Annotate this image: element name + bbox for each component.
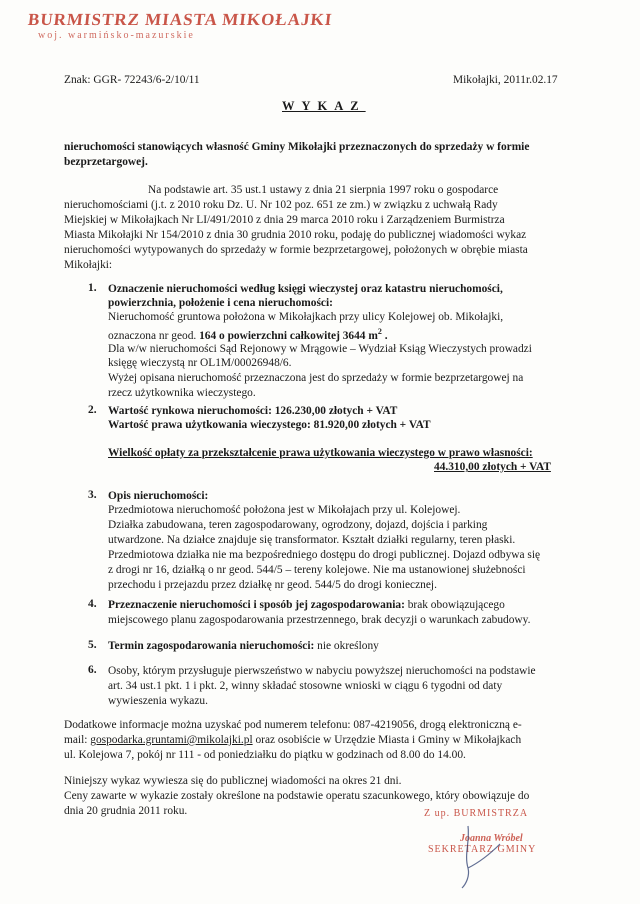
item-2-number: 2. bbox=[88, 404, 97, 416]
closing-line-1: Niniejszy wykaz wywiesza się do publicznej wiadomości na okres 21 dni. bbox=[64, 775, 402, 787]
item-3-line-5: z drogi nr 16, działką o nr geod. 544/5 – tereny kolejowe. Nie ma ustanowionej służebności bbox=[108, 564, 526, 576]
item-3-line-4: Przedmiotowa działka nie ma bezpośredniego dostępu do drogi publicznej. Dojazd odbywa się bbox=[108, 549, 541, 561]
item-1-line-2 bbox=[108, 325, 388, 343]
item-1-plot-label: oznaczona nr geod. bbox=[108, 329, 200, 342]
intro-line-1: Na podstawie art. 35 ust.1 ustawy z dnia 21 sierpnia 1997 roku o gospodarce bbox=[148, 184, 499, 196]
place-date: Mikołajki, 2011r.02.17 bbox=[453, 74, 558, 86]
item-1-heading-1: Oznaczenie nieruchomości według księgi wieczystej oraz katastru nieruchomości, bbox=[108, 283, 503, 295]
intro-line-5: nieruchomości wytypowanych do sprzedaży w formie bezprzetargowej, położonych w obrębie miasta bbox=[64, 244, 528, 256]
item-1-period: . bbox=[381, 329, 388, 342]
item-1-plot-area: 164 o powierzchni całkowitej 3644 m bbox=[199, 329, 378, 342]
intro-line-4: Miasta Mikołajki Nr 154/2010 z dnia 30 grudnia 2010 roku, podaję do publicznej wiadomości wykaz bbox=[64, 229, 527, 241]
item-5-rest: nie określony bbox=[314, 640, 379, 652]
item-3-line-6: przechodu i przejazdu przez działkę nr geod. 544/5 do drogi koniecznej. bbox=[108, 579, 437, 591]
contact-email-label: mail: bbox=[64, 734, 91, 746]
stamp-line-1: BURMISTRZ MIASTA MIKOŁAJKI bbox=[27, 10, 334, 29]
item-3-line-2: Działka zabudowana, teren zagospodarowany, ogrodzony, dojazd, dojścia i parking bbox=[108, 519, 488, 531]
signature-name: Joanna Wróbel bbox=[460, 833, 523, 844]
signature-line-1: Z up. BURMISTRZA bbox=[424, 808, 529, 819]
item-1-area-unit-exponent: 2 bbox=[377, 327, 382, 336]
mayor-stamp bbox=[27, 10, 334, 41]
contact-line-2 bbox=[64, 733, 521, 748]
contact-line-1: Dodatkowe informacje można uzyskać pod numerem telefonu: 087-4219056, drogą elektroniczną e- bbox=[64, 719, 522, 731]
item-1-line-3: Dla w/w nieruchomości Sąd Rejonowy w Mrągowie – Wydział Ksiąg Wieczystych prowadzi bbox=[108, 343, 532, 355]
document-title: WYKAZ bbox=[282, 99, 366, 113]
item-1-line-6: rzecz użytkownika wieczystego. bbox=[108, 387, 256, 399]
item-4-line-1 bbox=[108, 598, 505, 613]
signature-title: SEKRETARZ GMINY bbox=[428, 844, 537, 855]
closing-line-3: dnia 20 grudnia 2011 roku. bbox=[64, 805, 188, 817]
contact-address-text: oraz osobiście w Urzędzie Miasta i Gminy w Mikołajkach bbox=[252, 734, 522, 746]
item-4-line-2: miejscowego planu zagospodarowania przestrzennego, brak decyzji o warunkach zabudowy. bbox=[108, 614, 531, 626]
item-4-heading: Przeznaczenie nieruchomości i sposób jej zagospodarowania: bbox=[108, 599, 405, 611]
item-1-line-5: Wyżej opisana nieruchomość przeznaczona jest do sprzedaży w formie bezprzetargowej na bbox=[108, 372, 524, 384]
item-3-number: 3. bbox=[88, 489, 97, 501]
usufruct-value: Wartość prawa użytkowania wieczystego: 81.920,00 złotych + VAT bbox=[108, 419, 431, 431]
intro-line-6: Mikołajki: bbox=[64, 259, 113, 271]
item-6-line-1: Osoby, którym przysługuje pierwszeństwo w nabyciu powyższej nieruchomości na podstawie bbox=[108, 665, 536, 677]
item-6-line-3: wywieszenia wykazu. bbox=[108, 695, 208, 707]
item-3-line-1: Przedmiotowa nieruchomość położona jest w Mikołajach przy ul. Kolejowej. bbox=[108, 504, 461, 516]
item-5-heading: Termin zagospodarowania nieruchomości: bbox=[108, 640, 315, 652]
contact-line-3: ul. Kolejowa 7, pokój nr 111 - od poniedziałku do piątku w godzinach od 8.00 do 14.00. bbox=[64, 749, 466, 761]
conversion-fee-label: Wielkość opłaty za przekształcenie prawa użytkowania wieczystego w prawo własności: bbox=[108, 447, 533, 459]
intro-line-2: nieruchomościami (j.t. z 2010 roku Dz. U. Nr 102 poz. 651 ze zm.) w związku z uchwałą Rady bbox=[64, 199, 498, 211]
item-1-line-4: księgę wieczystą nr OL1M/00026948/6. bbox=[108, 357, 292, 369]
email-link[interactable]: gospodarka.gruntami@mikolajki.pl bbox=[90, 734, 253, 746]
item-5-number: 5. bbox=[88, 639, 97, 651]
item-1-number: 1. bbox=[88, 282, 97, 294]
item-4-rest: brak obowiązującego bbox=[404, 599, 505, 611]
stamp-line-2: woj. warmińsko-mazurskie bbox=[38, 30, 195, 41]
item-1-heading-2: powierzchnia, położenie i cena nieruchomości: bbox=[108, 297, 333, 309]
subtitle-line-2: bezprzetargowej. bbox=[64, 156, 148, 168]
item-5-line bbox=[108, 639, 379, 654]
conversion-fee-value: 44.310,00 złotych + VAT bbox=[434, 461, 551, 473]
item-3-heading: Opis nieruchomości: bbox=[108, 490, 209, 502]
intro-line-3: Miejskiej w Mikołajkach Nr LI/491/2010 z dnia 29 marca 2010 roku i Zarządzeniem Burmistrza bbox=[64, 214, 505, 226]
handwritten-signature-icon bbox=[440, 822, 520, 892]
item-3-line-3: utwardzone. Na działce znajduje się transformator. Kształt działki regularny, teren płaski. bbox=[108, 534, 516, 546]
item-1-line-1: Nieruchomość gruntowa położona w Mikołajkach przy ulicy Kolejowej ob. Mikołajki, bbox=[108, 311, 504, 323]
closing-line-2: Ceny zawarte w wykazie zostały określone na podstawie operatu szacunkowego, który obowiązuje do bbox=[64, 790, 530, 802]
item-6-line-2: art. 34 ust.1 pkt. 1 i pkt. 2, winny składać stosowne wnioski w ciągu 6 tygodni od daty bbox=[108, 680, 503, 692]
subtitle-line-1: nieruchomości stanowiących własność Gminy Mikołajki przeznaczonych do sprzedaży w formie bbox=[64, 141, 530, 153]
item-4-number: 4. bbox=[88, 598, 97, 610]
reference-number: Znak: GGR- 72243/6-2/10/11 bbox=[64, 74, 200, 86]
market-value: Wartość rynkowa nieruchomości: 126.230,00 złotych + VAT bbox=[108, 405, 398, 417]
item-6-number: 6. bbox=[88, 664, 97, 676]
